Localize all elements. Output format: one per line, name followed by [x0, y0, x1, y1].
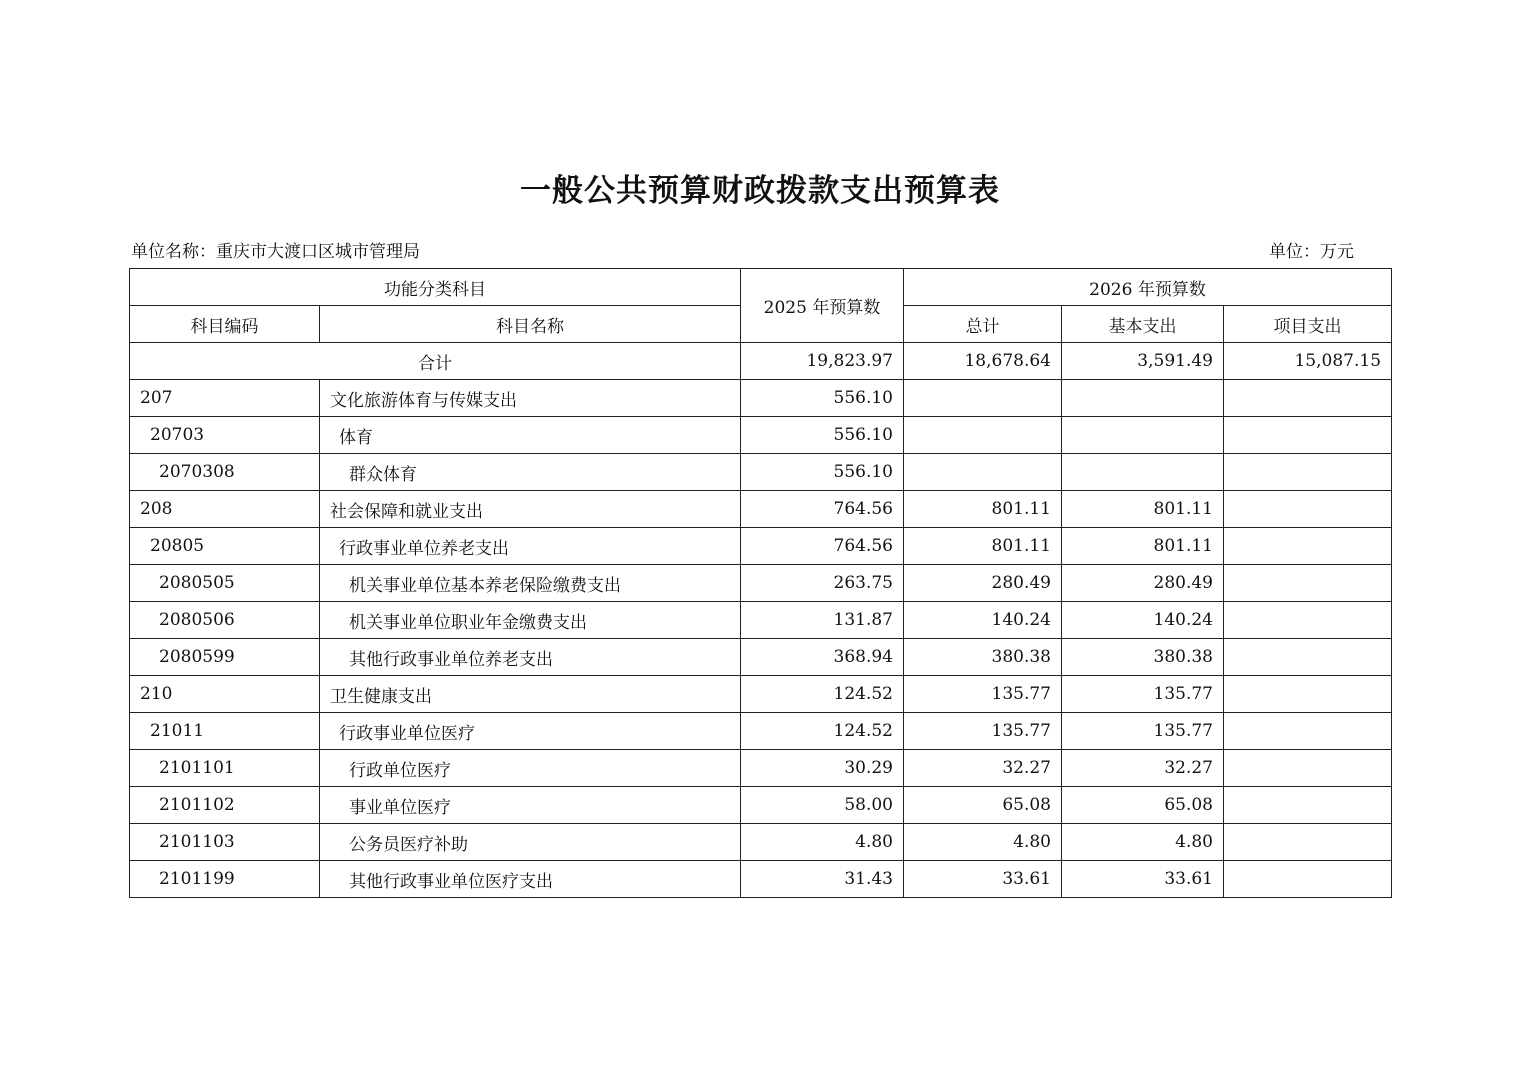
cell-budget-2025: 368.94: [741, 639, 904, 676]
cell-budget-2026-total: 135.77: [904, 713, 1062, 750]
cell-name: 卫生健康支出: [320, 676, 741, 713]
cell-name: 行政事业单位医疗: [320, 713, 741, 750]
cell-name: 文化旅游体育与传媒支出: [320, 380, 741, 417]
cell-budget-2025: 556.10: [741, 380, 904, 417]
cell-basic-expenditure: 801.11: [1062, 491, 1224, 528]
cell-code: 2101102: [130, 787, 320, 824]
header-total: 总计: [904, 306, 1062, 343]
cell-code: 20805: [130, 528, 320, 565]
cell-budget-2025: 124.52: [741, 713, 904, 750]
cell-budget-2026-total: [904, 380, 1062, 417]
total-label: 合计: [130, 343, 741, 380]
table-header: [130, 269, 1392, 343]
page-title: 一般公共预算财政拨款支出预算表: [520, 173, 1000, 209]
cell-name: 其他行政事业单位养老支出: [320, 639, 741, 676]
total-budget-2025: 19,823.97: [741, 343, 904, 380]
cell-code: 207: [130, 380, 320, 417]
cell-name: 公务员医疗补助: [320, 824, 741, 861]
cell-budget-2025: 556.10: [741, 454, 904, 491]
cell-budget-2026-total: 33.61: [904, 861, 1062, 898]
header-functional-category: 功能分类科目: [130, 269, 741, 306]
cell-basic-expenditure: 135.77: [1062, 676, 1224, 713]
cell-code: 210: [130, 676, 320, 713]
cell-basic-expenditure: 140.24: [1062, 602, 1224, 639]
table-row: [130, 454, 1392, 491]
cell-basic-expenditure: 65.08: [1062, 787, 1224, 824]
header-budget-2026: 2026 年预算数: [904, 269, 1392, 306]
table-row: [130, 861, 1392, 898]
cell-budget-2026-total: [904, 417, 1062, 454]
total-budget-2026-total: 18,678.64: [904, 343, 1062, 380]
table-row: [130, 380, 1392, 417]
cell-project-expenditure: [1224, 602, 1392, 639]
cell-basic-expenditure: 280.49: [1062, 565, 1224, 602]
cell-budget-2026-total: 135.77: [904, 676, 1062, 713]
cell-code: 20703: [130, 417, 320, 454]
cell-name: 行政单位医疗: [320, 750, 741, 787]
table-row: [130, 824, 1392, 861]
cell-project-expenditure: [1224, 787, 1392, 824]
budget-table: [129, 268, 1392, 898]
header-name: 科目名称: [320, 306, 741, 343]
cell-budget-2025: 764.56: [741, 491, 904, 528]
cell-project-expenditure: [1224, 861, 1392, 898]
cell-code: 2080505: [130, 565, 320, 602]
unit-name-label: 单位名称：重庆市大渡口区城市管理局: [131, 242, 420, 262]
cell-project-expenditure: [1224, 676, 1392, 713]
cell-basic-expenditure: 380.38: [1062, 639, 1224, 676]
cell-name: 事业单位医疗: [320, 787, 741, 824]
cell-budget-2026-total: 801.11: [904, 528, 1062, 565]
cell-project-expenditure: [1224, 454, 1392, 491]
cell-budget-2026-total: 140.24: [904, 602, 1062, 639]
table-row: [130, 602, 1392, 639]
cell-name: 其他行政事业单位医疗支出: [320, 861, 741, 898]
cell-project-expenditure: [1224, 565, 1392, 602]
cell-basic-expenditure: 135.77: [1062, 713, 1224, 750]
cell-project-expenditure: [1224, 713, 1392, 750]
cell-code: 21011: [130, 713, 320, 750]
cell-code: 2080599: [130, 639, 320, 676]
cell-code: 2101103: [130, 824, 320, 861]
cell-name: 机关事业单位基本养老保险缴费支出: [320, 565, 741, 602]
cell-code: 2080506: [130, 602, 320, 639]
header-row-top: [130, 269, 1392, 306]
table-row: [130, 491, 1392, 528]
cell-basic-expenditure: [1062, 417, 1224, 454]
cell-project-expenditure: [1224, 380, 1392, 417]
cell-basic-expenditure: 32.27: [1062, 750, 1224, 787]
total-project-expenditure: 15,087.15: [1224, 343, 1392, 380]
cell-budget-2026-total: 32.27: [904, 750, 1062, 787]
cell-budget-2025: 556.10: [741, 417, 904, 454]
cell-budget-2025: 263.75: [741, 565, 904, 602]
cell-budget-2025: 30.29: [741, 750, 904, 787]
cell-project-expenditure: [1224, 639, 1392, 676]
cell-basic-expenditure: 801.11: [1062, 528, 1224, 565]
cell-budget-2025: 4.80: [741, 824, 904, 861]
cell-name: 机关事业单位职业年金缴费支出: [320, 602, 741, 639]
table-row: [130, 787, 1392, 824]
cell-budget-2026-total: [904, 454, 1062, 491]
header-basic-expenditure: 基本支出: [1062, 306, 1224, 343]
header-code: 科目编码: [130, 306, 320, 343]
cell-name: 群众体育: [320, 454, 741, 491]
cell-budget-2025: 58.00: [741, 787, 904, 824]
table-row: [130, 750, 1392, 787]
cell-budget-2025: 124.52: [741, 676, 904, 713]
cell-project-expenditure: [1224, 824, 1392, 861]
cell-code: 2101199: [130, 861, 320, 898]
cell-project-expenditure: [1224, 750, 1392, 787]
total-row: [130, 343, 1392, 380]
table-row: [130, 528, 1392, 565]
cell-code: 208: [130, 491, 320, 528]
cell-project-expenditure: [1224, 417, 1392, 454]
header-budget-2025: 2025 年预算数: [741, 269, 904, 343]
cell-budget-2026-total: 65.08: [904, 787, 1062, 824]
cell-budget-2025: 131.87: [741, 602, 904, 639]
cell-name: 体育: [320, 417, 741, 454]
cell-budget-2025: 31.43: [741, 861, 904, 898]
cell-name: 社会保障和就业支出: [320, 491, 741, 528]
cell-budget-2026-total: 280.49: [904, 565, 1062, 602]
total-basic-expenditure: 3,591.49: [1062, 343, 1224, 380]
cell-budget-2026-total: 801.11: [904, 491, 1062, 528]
header-project-expenditure: 项目支出: [1224, 306, 1392, 343]
table-body: [130, 343, 1392, 898]
cell-code: 2101101: [130, 750, 320, 787]
table-row: [130, 676, 1392, 713]
cell-project-expenditure: [1224, 491, 1392, 528]
table-row: [130, 639, 1392, 676]
cell-budget-2026-total: 380.38: [904, 639, 1062, 676]
cell-code: 2070308: [130, 454, 320, 491]
cell-project-expenditure: [1224, 528, 1392, 565]
table-row: [130, 417, 1392, 454]
cell-basic-expenditure: 4.80: [1062, 824, 1224, 861]
cell-budget-2026-total: 4.80: [904, 824, 1062, 861]
currency-unit-label: 单位：万元: [1269, 242, 1354, 262]
cell-name: 行政事业单位养老支出: [320, 528, 741, 565]
cell-basic-expenditure: 33.61: [1062, 861, 1224, 898]
cell-basic-expenditure: [1062, 380, 1224, 417]
cell-basic-expenditure: [1062, 454, 1224, 491]
table-row: [130, 713, 1392, 750]
table-row: [130, 565, 1392, 602]
cell-budget-2025: 764.56: [741, 528, 904, 565]
